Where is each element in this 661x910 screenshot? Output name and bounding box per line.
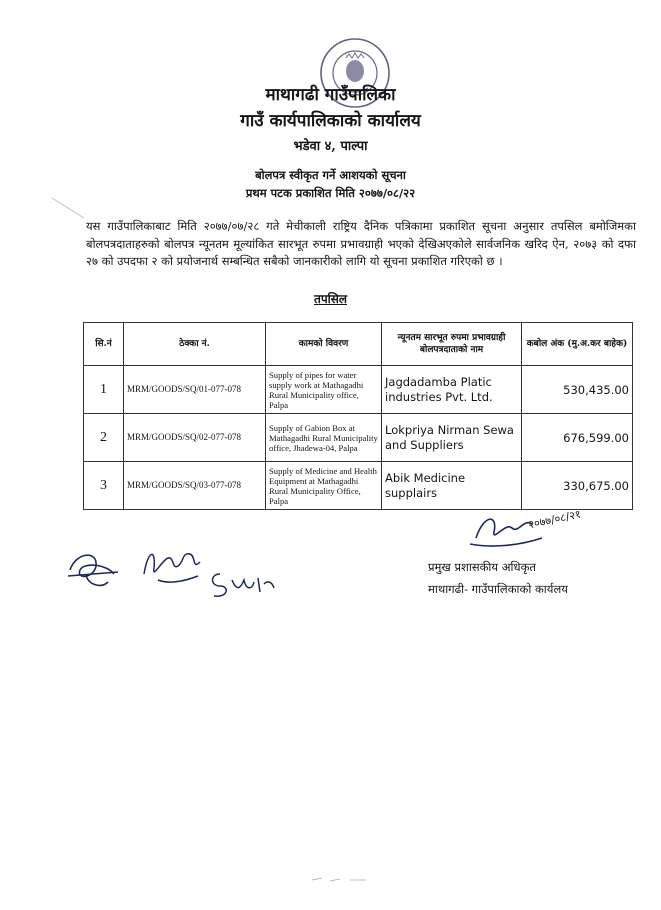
table-header-row (84, 323, 633, 366)
row-description: Supply of Gabion Box at Mathagadhi Rural Municipality office, Jhadewa-04, Palpa (266, 414, 382, 462)
col-bidder: न्यूनतम सारभूत रुपमा प्रभावग्राही बोलपत्रदाताको नाम (382, 323, 522, 366)
row-amount: 676,599.00 (522, 414, 633, 462)
row-amount: 530,435.00 (522, 366, 633, 414)
signature-2-icon (138, 540, 210, 590)
table-row (84, 366, 633, 414)
notice-body: यस गाउँपालिकाबाट मिति २०७७/०७/२८ गते मेचीकाली राष्ट्रिय दैनिक पत्रिकामा प्रकाशित सूचना अनुसार तपसिल बमोजिमका बोलपत्रदाताहरुको बोलपत्र न्यूनतम मूल्यांकित सारभूत रुपमा प्रभावग्राही भएको देखिअएकोले सार्वजनिक खरिद ऐन, २०७३ को दफा २७ को उपदफा २ को प्रयोजनार्थ सम्बन्धित सबैको जानकारीको लागि यो सूचना प्रकाशित गरिएको छ । (86, 219, 636, 268)
schedule-heading: तपसिल (313, 292, 347, 306)
officer-office: माथागढी- गाउँपालिकाको कार्यलय (428, 582, 568, 596)
row-contract-no: MRM/GOODS/SQ/03-077-078 (124, 462, 266, 510)
signature-date: २०७७/०८/२१ (527, 507, 582, 532)
publication-date: प्रथम पटक प्रकाशित मिति २०७७/०८/२२ (245, 186, 416, 200)
col-serial: सि.नं (84, 323, 124, 366)
table-row (84, 414, 633, 462)
scan-mark-icon (50, 196, 90, 220)
bid-table (83, 322, 633, 510)
officer-title: प्रमुख प्रशासकीय अधिकृत (428, 560, 536, 574)
row-description: Supply of pipes for water supply work at Mathagadhi Rural Municipality office, Palpa (266, 366, 382, 414)
table-row (84, 462, 633, 510)
signature-3-icon (206, 566, 280, 602)
row-contract-no: MRM/GOODS/SQ/01-077-078 (124, 366, 266, 414)
col-amount: कबोल अंक (मु.अ.कर बाहेक) (522, 323, 633, 366)
municipality-name: माथागढी गाउँपालिका (265, 85, 396, 105)
col-contract-no: ठेक्का नं. (124, 323, 266, 366)
row-serial: 1 (84, 366, 124, 414)
scan-mark-icon (310, 874, 370, 886)
row-bidder: Abik Medicine supplairs (382, 462, 522, 510)
notice-subject: बोलपत्र स्वीकृत गर्ने आशयको सूचना (255, 168, 406, 182)
signature-block (428, 556, 568, 600)
signature-1-icon (62, 546, 128, 592)
row-description: Supply of Medicine and Health Equipment at Mathagadhi Rural Municipality Office, Palpa (266, 462, 382, 510)
row-contract-no: MRM/GOODS/SQ/02-077-078 (124, 414, 266, 462)
row-amount: 330,675.00 (522, 462, 633, 510)
office-name: गाउँ कार्यपालिकाको कार्यालय (240, 111, 421, 131)
row-serial: 3 (84, 462, 124, 510)
row-bidder: Lokpriya Nirman Sewa and Suppliers (382, 414, 522, 462)
row-serial: 2 (84, 414, 124, 462)
office-address: भडेवा ४, पाल्पा (293, 139, 368, 154)
row-bidder: Jagdadamba Platic industries Pvt. Ltd. (382, 366, 522, 414)
col-description: कामको विवरण (266, 323, 382, 366)
